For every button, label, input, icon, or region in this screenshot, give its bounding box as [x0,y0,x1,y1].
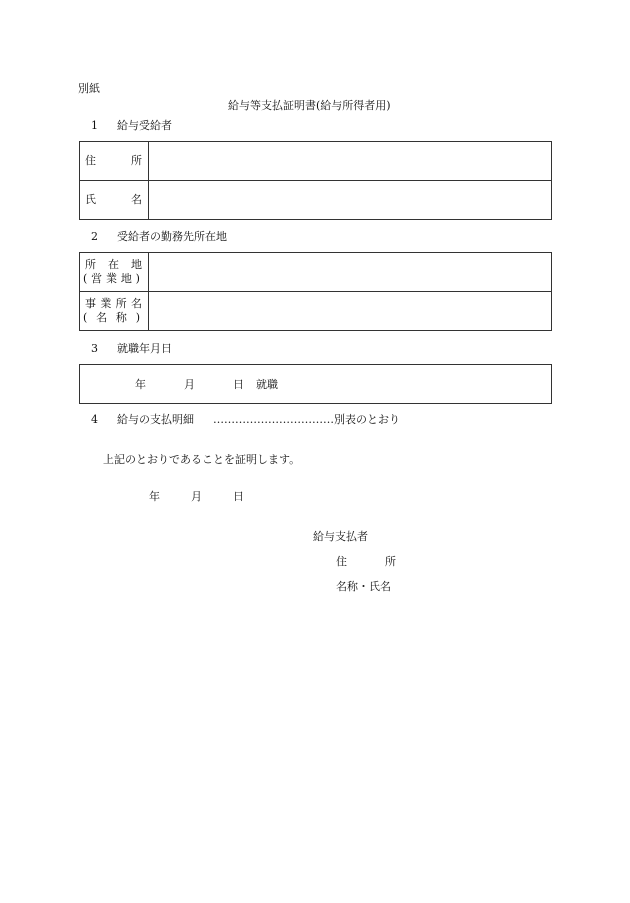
attachment-label: 別紙 [78,82,100,95]
section-2-heading [91,230,227,244]
month-label: 月 [184,378,195,391]
recipient-table [79,141,552,220]
section-title: 就職年月日 [117,342,172,355]
address-label-cell [80,142,149,181]
address-label-2: 所 [131,154,142,167]
section-number: 2 [91,230,98,243]
employment-date-table [79,364,552,404]
recipient-name-field[interactable] [149,181,552,220]
dot-leader: …………………………… [213,413,334,426]
section-4-heading [91,413,400,427]
payer-address-label: 住 所 [336,555,396,568]
name-label-2: 名 [131,193,142,206]
section-1-heading [91,119,172,133]
employment-date-field[interactable] [80,365,552,404]
workplace-table [79,252,552,331]
office-label-cell: 事 業 所 名 ( 名 称 ) [80,292,149,331]
day-label: 日 [233,378,244,391]
cert-month-label: 月 [191,490,202,503]
office-name-field[interactable] [149,292,552,331]
section-title: 受給者の勤務先所在地 [117,230,227,243]
section-number: 3 [91,342,98,355]
certification-statement: 上記のとおりであることを証明します。 [103,453,301,466]
payer-name-label: 名称・氏名 [336,580,391,593]
document-title: 給与等支払証明書(給与所得者用) [228,99,391,112]
cert-day-label: 日 [233,490,244,503]
section-title: 給与の支払明細 [117,413,194,426]
employment-suffix: 就職 [256,378,278,391]
section-3-heading [91,342,172,356]
section-title: 給与受給者 [117,119,172,132]
recipient-address-field[interactable] [149,142,552,181]
name-label-1: 氏 [85,193,96,206]
year-label: 年 [135,378,146,391]
cert-year-label: 年 [149,490,160,503]
payment-details-note: 別表のとおり [334,413,400,426]
certification-date [149,490,244,504]
name-label-cell [80,181,149,220]
payer-heading: 給与支払者 [313,530,368,543]
workplace-location-field[interactable] [149,253,552,292]
address-label-1: 住 [85,154,96,167]
location-label-cell: 所 在 地 ( 営 業 地 ) [80,253,149,292]
section-number: 4 [91,413,98,426]
section-number: 1 [91,119,98,132]
